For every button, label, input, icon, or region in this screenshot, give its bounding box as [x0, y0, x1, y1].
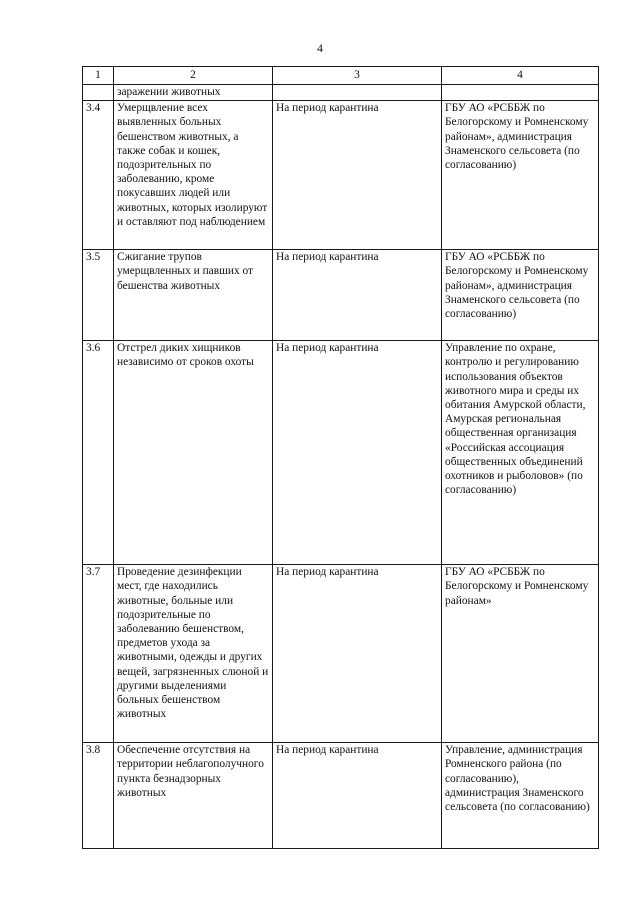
cell-responsible: ГБУ АО «РСББЖ по Белогорскому и Ромненскому районам»: [442, 565, 599, 743]
column-header-4: 4: [442, 67, 599, 85]
measures-table: [82, 66, 599, 849]
cell-num: 3.6: [83, 341, 114, 565]
column-header-1: 1: [83, 67, 114, 85]
cell-responsible: Управление, администрация Ромненского района (по согласованию), администрация Знаменского сельсовета (по согласованию): [442, 743, 599, 849]
cell-measure: Отстрел диких хищников независимо от сроков охоты: [114, 341, 273, 565]
page-number: 4: [317, 41, 323, 55]
cell-responsible: Управление по охране, контролю и регулированию использования объектов животного мира и среды их обитания Амурской области, Амурская региональная общественная организация «Российская ассоциация общественных объединений охотников и рыболовов» (по согласованию): [442, 341, 599, 565]
cell-num: 3.4: [83, 101, 114, 250]
cell-responsible: [442, 85, 599, 101]
table-row: [83, 101, 599, 250]
cell-period: На период карантина: [273, 341, 442, 565]
cell-responsible: ГБУ АО «РСББЖ по Белогорскому и Ромненскому районам», администрация Знаменского сельсовета (по согласованию): [442, 101, 599, 250]
cell-period: На период карантина: [273, 250, 442, 341]
cell-num: 3.7: [83, 565, 114, 743]
table-row-continuation: [83, 85, 599, 101]
cell-num: 3.5: [83, 250, 114, 341]
cell-num: 3.8: [83, 743, 114, 849]
cell-period: [273, 85, 442, 101]
table-row: [83, 250, 599, 341]
cell-period: На период карантина: [273, 565, 442, 743]
cell-measure: заражении животных: [114, 85, 273, 101]
table-row: [83, 743, 599, 849]
column-header-2: 2: [114, 67, 273, 85]
cell-period: На период карантина: [273, 101, 442, 250]
column-header-3: 3: [273, 67, 442, 85]
cell-measure: Умерщвление всех выявленных больных бешенством животных, а также собак и кошек, подозрительных по заболеванию, кроме покусавших людей или животных, которых изолируют и оставляют под наблюдением: [114, 101, 273, 250]
cell-measure: Проведение дезинфекции мест, где находились животные, больные или подозрительные по заболеванию бешенством, предметов ухода за животными, одежды и других вещей, загрязненных слюной и другими выделениями больных бешенством животных: [114, 565, 273, 743]
table-row: [83, 341, 599, 565]
cell-measure: Обеспечение отсутствия на территории неблагополучного пункта безнадзорных животных: [114, 743, 273, 849]
table-header-row: [83, 67, 599, 85]
cell-measure: Сжигание трупов умерщвленных и павших от бешенства животных: [114, 250, 273, 341]
cell-num: [83, 85, 114, 101]
table-row: [83, 565, 599, 743]
cell-period: На период карантина: [273, 743, 442, 849]
cell-responsible: ГБУ АО «РСББЖ по Белогорскому и Ромненскому районам», администрация Знаменского сельсовета (по согласованию): [442, 250, 599, 341]
